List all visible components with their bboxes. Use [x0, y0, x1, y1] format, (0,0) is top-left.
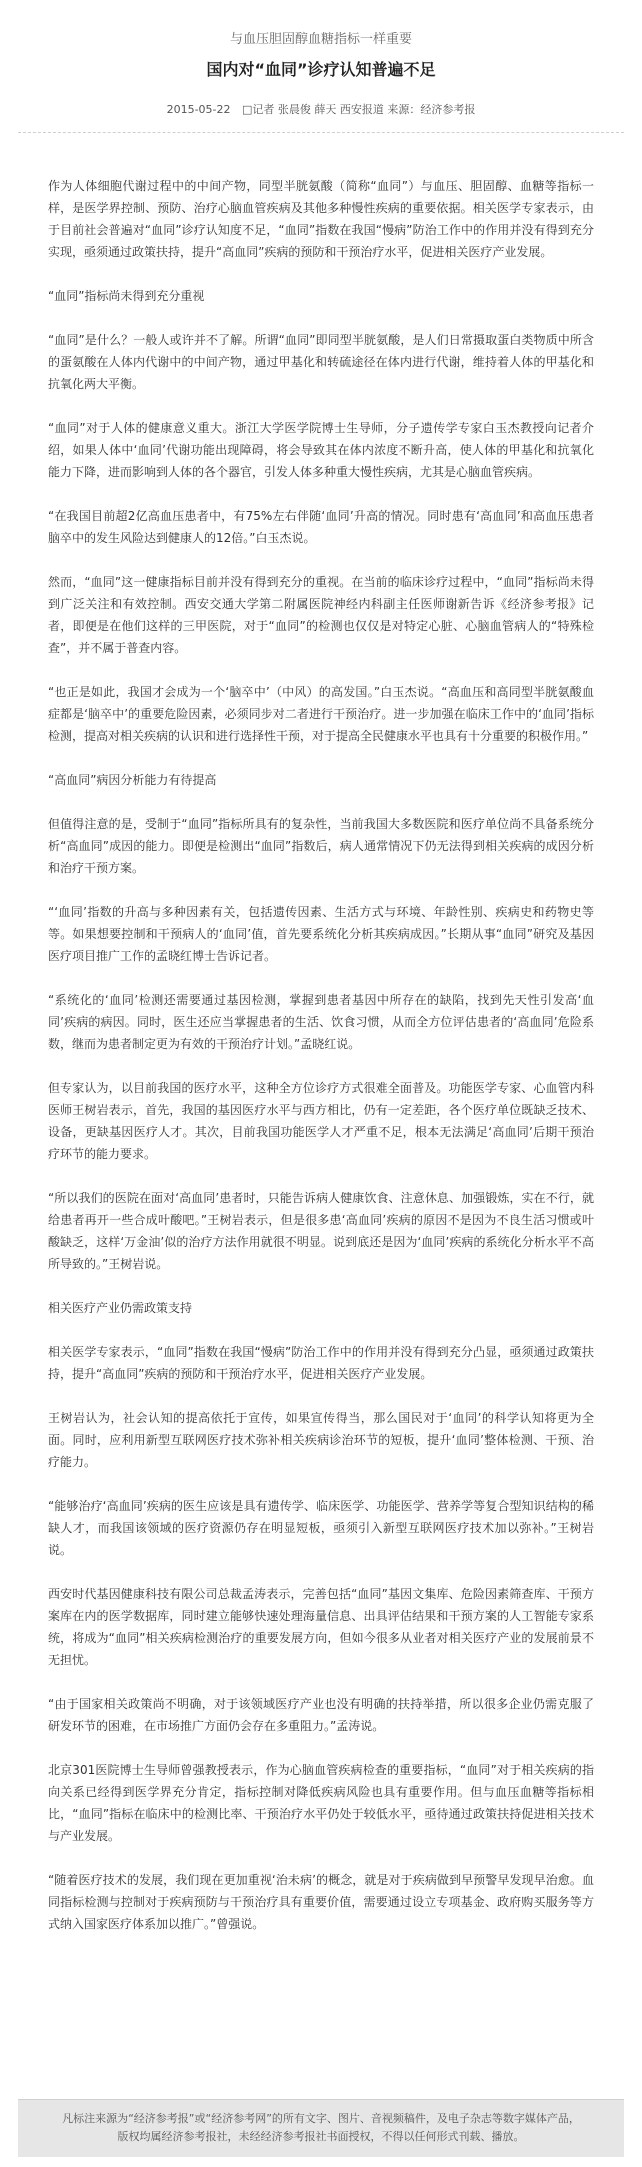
paragraph: 相关医学专家表示，“血同”指数在我国“慢病”防治工作中的作用并没有得到充分凸显，亟须通过政策扶持，提升“高血同”疾病的预防和干预治疗水平，促进相关医疗产业发展。: [48, 1345, 594, 1381]
paragraph: 西安时代基因健康科技有限公司总裁孟涛表示，完善包括“血同”基因文集库、危险因素筛查库、干预方案库在内的医学数据库，同时建立能够快速处理海量信息、出具评估结果和干预方案的人工智能专家系统，将成为“血同”相关疾病检测治疗的重要发展方向，但如今很多从业者对相关医疗产业的发展前景不无担忧。: [48, 1587, 594, 1667]
publish-date: 2015-05-22: [166, 103, 231, 116]
section-heading: 相关医疗产业仍需政策支持: [48, 1301, 193, 1315]
article-title: 国内对“血同”诊疗认知普遍不足: [206, 60, 436, 79]
paragraph: “也正是如此，我国才会成为一个‘脑卒中’（中风）的高发国。”白玉杰说。“高血压和高同型半胱氨酸血症都是‘脑卒中’的重要危险因素，必须同步对二者进行干预治疗。进一步加强在临床工作中的‘血同’指标检测，提高对相关疾病的认识和进行选择性干预，对于提高全民健康水平也具有十分重要的积极作用。”: [48, 685, 594, 743]
paragraph: 作为人体细胞代谢过程中的中间产物，同型半胱氨酸（简称“血同”）与血压、胆固醇、血糖等指标一样，是医学界控制、预防、治疗心脑血管疾病及其他多种慢性疾病的重要依据。相关医学专家表示，由于目前社会普遍对“血同”诊疗认知度不足，“血同”指数在我国“慢病”防治工作中的作用并没有得到充分实现，亟须通过政策扶持，提升“高血同”疾病的预防和干预治疗水平，促进相关医疗产业发展。: [48, 179, 594, 259]
paragraph: “能够治疗‘高血同’疾病的医生应该是具有遗传学、临床医学、功能医学、营养学等复合型知识结构的稀缺人才，而我国该领域的医疗资源仍存在明显短板，亟须引入新型互联网医疗技术加以弥补。”王树岩说。: [48, 1499, 594, 1557]
paragraph: 然而，“血同”这一健康指标目前并没有得到充分的重视。在当前的临床诊疗过程中，“血同”指标尚未得到广泛关注和有效控制。西安交通大学第二附属医院神经内科副主任医师谢新告诉《经济参考报》记者，即便是在他们这样的三甲医院，对于“血同”的检测也仅仅是对特定心脏、心脑血管病人的“特殊检查”，并不属于普查内容。: [48, 575, 594, 655]
article-subtitle: 与血压胆固醇血糖指标一样重要: [229, 32, 412, 47]
paragraph: “血同”是什么？一般人或许并不了解。所谓“血同”即同型半胱氨酸，是人们日常摄取蛋白类物质中所含的蛋氨酸在人体内代谢中的中间产物，通过甲基化和转硫途径在体内进行代谢，维持着人体的甲基化和抗氧化两大平衡。: [48, 333, 594, 391]
article-meta: [18, 102, 624, 118]
paragraph: 王树岩认为，社会认知的提高依托于宣传，如果宣传得当，那么国民对于‘血同’的科学认知将更为全面。同时，应利用新型互联网医疗技术弥补相关疾病诊治环节的短板，提升‘血同’整体检测、干预、治疗能力。: [48, 1411, 594, 1469]
section-heading: “血同”指标尚未得到充分重视: [48, 289, 205, 303]
byline: □记者 张晨俊 薛天 西安报道 来源：经济参考报: [242, 103, 476, 116]
copyright-notice: 凡标注来源为“经济参考报”或“经济参考网”的所有文字、图片、音视频稿件，及电子杂志等数字媒体产品，版权均属经济参考报社，未经经济参考报社书面授权，不得以任何形式刊载、播放。: [18, 2099, 624, 2157]
paragraph: “所以我们的医院在面对‘高血同’患者时，只能告诉病人健康饮食、注意休息、加强锻炼，实在不行，就给患者再开一些合成叶酸吧。”王树岩表示，但是很多患‘高血同’疾病的原因不是因为不良生活习惯或叶酸缺乏，这样‘万金油’似的治疗方法作用就很不明显。说到底还是因为‘血同’疾病的系统化分析水平不高所导致的。”王树岩说。: [48, 1191, 594, 1271]
paragraph: “随着医疗技术的发展，我们现在更加重视‘治未病’的概念，就是对于疾病做到早预警早发现早治愈。血同指标检测与控制对于疾病预防与干预治疗具有重要价值，需要通过设立专项基金、政府购买服务等方式纳入国家医疗体系加以推广。”曾强说。: [48, 1873, 594, 1931]
section-heading: “高血同”病因分析能力有待提高: [48, 773, 217, 787]
paragraph: “‘血同’指数的升高与多种因素有关，包括遗传因素、生活方式与环境、年龄性别、疾病史和药物史等等。如果想要控制和干预病人的‘血同’值，首先要系统化分析其疾病成因。”长期从事“血同”研究及基因医疗项目推广工作的孟晓红博士告诉记者。: [48, 905, 594, 963]
paragraph: “系统化的‘血同’检测还需要通过基因检测，掌握到患者基因中所存在的缺陷，找到先天性引发高‘血同’疾病的病因。同时，医生还应当掌握患者的生活、饮食习惯，从而全方位评估患者的‘高血同’危险系数，继而为患者制定更为有效的干预治疗计划。”孟晓红说。: [48, 993, 594, 1051]
paragraph: “由于国家相关政策尚不明确，对于该领域医疗产业也没有明确的扶持举措，所以很多企业仍需克服了研发环节的困难，在市场推广方面仍会存在多重阻力。”孟涛说。: [48, 1697, 594, 1733]
article-body: [18, 133, 624, 2058]
paragraph: “血同”对于人体的健康意义重大。浙江大学医学院博士生导师，分子遗传学专家白玉杰教授向记者介绍，如果人体中‘血同’代谢功能出现障碍，将会导致其在体内浓度不断升高，使人体的甲基化和抗氧化能力下降，进而影响到人体的各个器官，引发人体多种重大慢性疾病，尤其是心脑血管疾病。: [48, 421, 594, 479]
paragraph: 但专家认为，以目前我国的医疗水平，这种全方位诊疗方式很难全面普及。功能医学专家、心血管内科医师王树岩表示，首先，我国的基因医疗水平与西方相比，仍有一定差距，各个医疗单位既缺乏技术、设备，更缺基因医疗人才。其次，目前我国功能医学人才严重不足，根本无法满足‘高血同’后期干预治疗环节的能力要求。: [48, 1081, 594, 1161]
paragraph: 但值得注意的是，受制于“血同”指标所具有的复杂性，当前我国大多数医院和医疗单位尚不具备系统分析“高血同”成因的能力。即便是检测出“血同”指数后，病人通常情况下仍无法得到相关疾病的成因分析和治疗干预方案。: [48, 817, 594, 875]
paragraph: “在我国目前超2亿高血压患者中，有75%左右伴随‘血同’升高的情况。同时患有‘高血同’和高血压患者脑卒中的发生风险达到健康人的12倍。”白玉杰说。: [48, 509, 594, 545]
paragraph: 北京301医院博士生导师曾强教授表示，作为心脑血管疾病检查的重要指标，“血同”对于相关疾病的指向关系已经得到医学界充分肯定，指标控制对降低疾病风险也具有重要作用。但与血压血糖等指标相比，“血同”指标在临床中的检测比率、干预治疗水平仍处于较低水平，亟待通过政策扶持促进相关技术与产业发展。: [48, 1763, 594, 1843]
